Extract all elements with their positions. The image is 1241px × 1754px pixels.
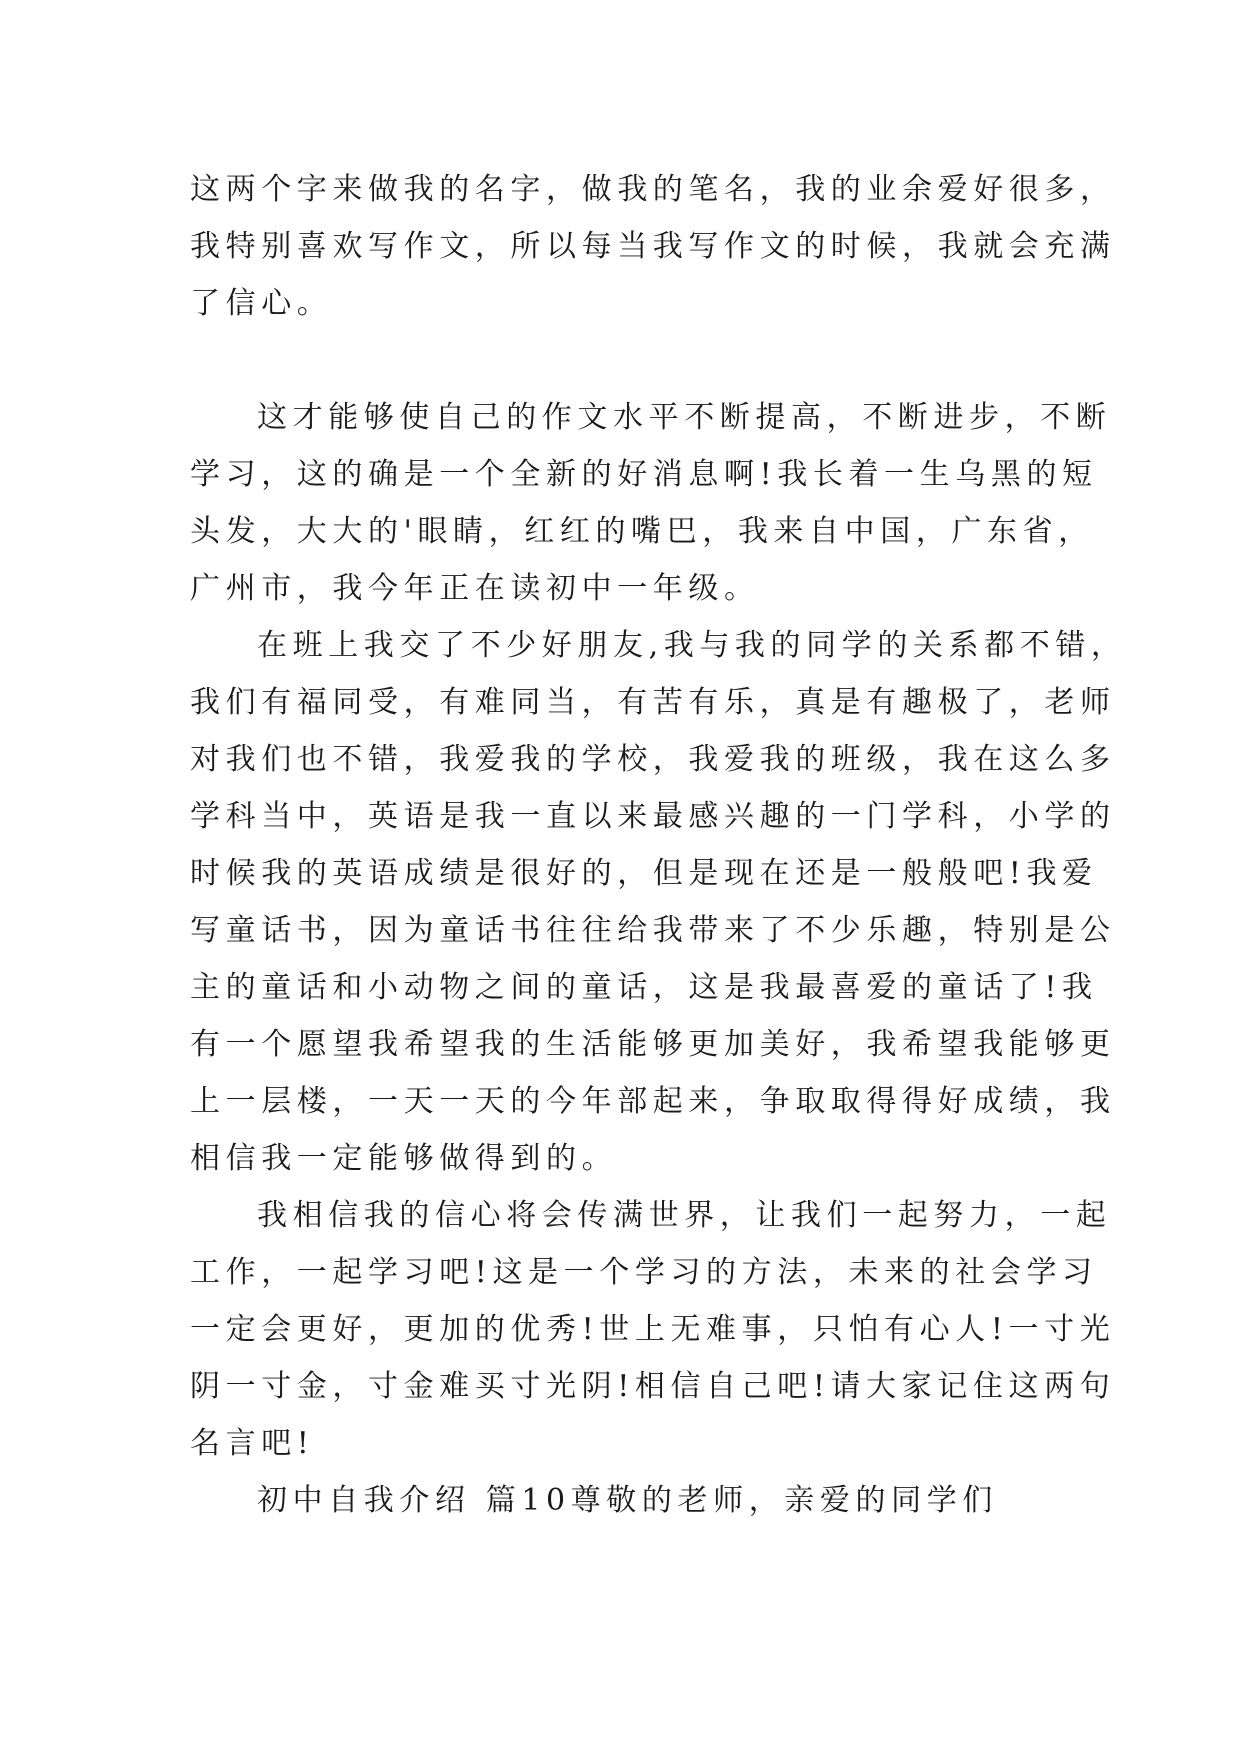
text-line: 学科当中，英语是我一直以来最感兴趣的一门学科，小学的 bbox=[190, 799, 1116, 834]
text-line: 我特别喜欢写作文，所以每当我写作文的时候，我就会充满 bbox=[190, 229, 1116, 264]
text-line: 这才能够使自己的作文水平不断提高，不断进步，不断 bbox=[257, 400, 1112, 435]
text-line: 名言吧! bbox=[190, 1426, 315, 1461]
text-line: 我们有福同受，有难同当，有苦有乐，真是有趣极了，老师 bbox=[190, 685, 1116, 720]
text-line: 写童话书，因为童话书往往给我带来了不少乐趣，特别是公 bbox=[190, 913, 1116, 948]
text-line: 相信我一定能够做得到的。 bbox=[190, 1141, 618, 1176]
text-line: 学习，这的确是一个全新的好消息啊!我长着一生乌黑的短 bbox=[190, 457, 1098, 492]
text-line: 这两个字来做我的名字，做我的笔名，我的业余爱好很多， bbox=[190, 172, 1116, 207]
text-line: 上一层楼，一天一天的今年部起来，争取取得得好成绩，我 bbox=[190, 1084, 1116, 1119]
text-line: 了信心。 bbox=[190, 286, 333, 321]
text-line: 时候我的英语成绩是很好的，但是现在还是一般般吧!我爱 bbox=[190, 856, 1098, 891]
text-line: 我相信我的信心将会传满世界，让我们一起努力，一起 bbox=[257, 1198, 1112, 1233]
section-heading: 初中自我介绍 篇10尊敬的老师，亲爱的同学们 bbox=[257, 1483, 998, 1518]
text-line: 有一个愿望我希望我的生活能够更加美好，我希望我能够更 bbox=[190, 1027, 1116, 1062]
text-line: 主的童话和小动物之间的童话，这是我最喜爱的童话了!我 bbox=[190, 970, 1098, 1005]
text-line: 在班上我交了不少好朋友,我与我的同学的关系都不错， bbox=[257, 628, 1127, 663]
text-line: 阴一寸金，寸金难买寸光阴!相信自己吧!请大家记住这两句 bbox=[190, 1369, 1116, 1404]
text-line: 对我们也不错，我爱我的学校，我爱我的班级，我在这么多 bbox=[190, 742, 1116, 777]
text-line: 工作，一起学习吧!这是一个学习的方法，未来的社会学习 bbox=[190, 1255, 1098, 1290]
text-line: 广州市，我今年正在读初中一年级。 bbox=[190, 571, 760, 606]
text-line: 一定会更好，更加的优秀!世上无难事，只怕有心人!一寸光 bbox=[190, 1312, 1116, 1347]
text-line: 头发，大大的'眼睛，红红的嘴巴，我来自中国，广东省， bbox=[190, 514, 1094, 549]
